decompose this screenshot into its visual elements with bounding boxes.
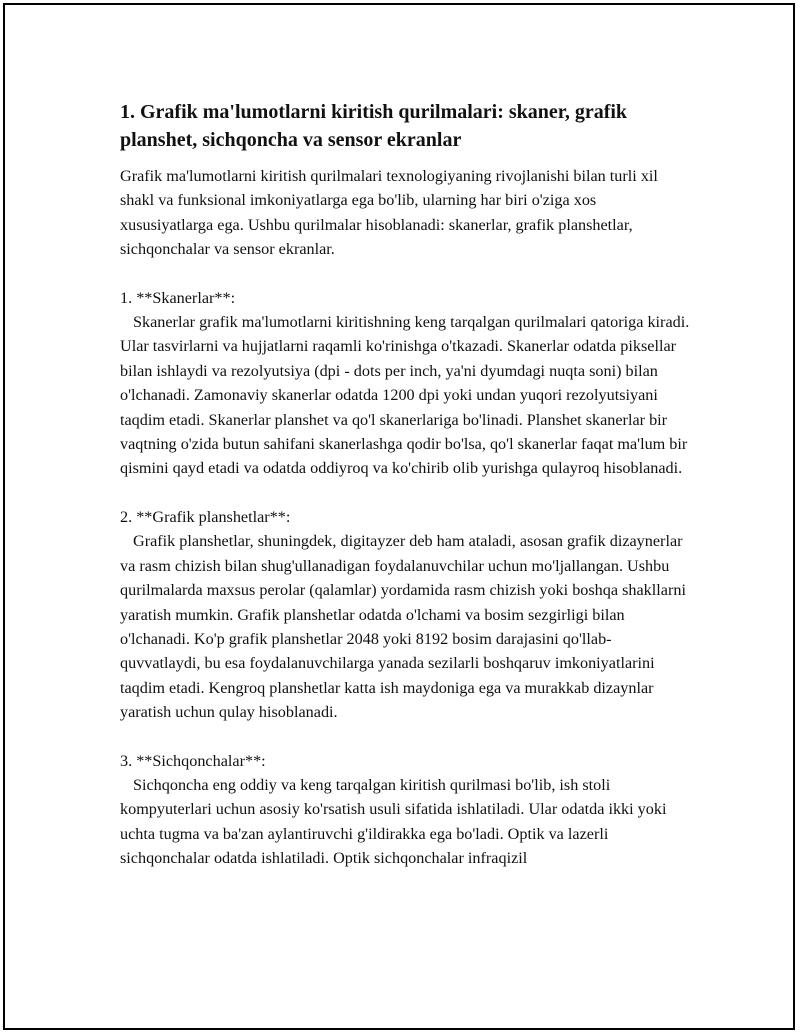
document-title: 1. Grafik ma'lumotlarni kiritish qurilmalari: skaner, grafik planshet, sichqoncha va sensor ekranlar — [120, 101, 628, 151]
section-body-wrapper — [120, 773, 690, 871]
page-frame — [3, 3, 795, 1030]
section-body: Skanerlar grafik ma'lumotlarni kiritishning keng tarqalgan qurilmalari qatoriga kiradi. Ular tasvirlarni va hujjatlarni raqamli ko'rinishga o'tkazadi. Skanerlar odatda piksellar bilan ishlaydi va rezolyutsiya (dpi - dots per inch, ya'ni dyumdagi nuqta soni) bilan o'lchanadi. Zamonaviy skanerlar odatda 1200 dpi yoki undan yuqori rezolyutsiyani taqdim etadi. Skanerlar planshet va qo'l skanerlariga bo'linadi. Planshet skanerlar bir vaqtning o'zida butun sahifani skanerlashga qodir bo'lsa, qo'l skanerlar faqat ma'lum bir qismini qayd etadi va odatda oddiyroq va ko'chirib olib yurishga qulayroq hisoblanadi. — [120, 313, 690, 478]
section-body: Sichqoncha eng oddiy va keng tarqalgan kiritish qurilmasi bo'lib, ish stoli kompyuterlari uchun asosiy ko'rsatish usuli sifatida ishlatiladi. Ular odatda ikki yoki uchta tugma va ba'zan aylantiruvchi g'ildirakka ega bo'ladi. Optik va lazerli sichqonchalar odatda ishlatiladi. Optik sichqonchalar infraqizil — [120, 775, 667, 868]
section-body-wrapper — [120, 310, 690, 481]
section-graphic-tablets — [120, 505, 690, 725]
section-heading: 2. **Grafik planshetlar**: — [120, 507, 291, 526]
section-mice — [120, 749, 690, 871]
intro-paragraph: Grafik ma'lumotlarni kiritish qurilmalari texnologiyaning rivojlanishi bilan turli xil shakl va funksional imkoniyatlarga ega bo'lib, ularning har biri o'ziga xos xususiyatlarga ega. Ushbu qurilmalar hisoblanadi: skanerlar, grafik planshetlar, sichqonchalar va sensor ekranlar. — [120, 167, 658, 259]
section-heading: 3. **Sichqonchalar**: — [120, 751, 266, 770]
section-body-wrapper — [120, 529, 690, 724]
section-body: Grafik planshetlar, shuningdek, digitayzer deb ham ataladi, asosan grafik dizaynerlar va rasm chizish bilan shug'ullanadigan foydalanuvchilar uchun mo'ljallangan. Ushbu qurilmalarda maxsus perolar (qalamlar) yordamida rasm chizish yoki boshqa shakllarni yaratish mumkin. Grafik planshetlar odatda o'lchami va bosim sezgirligi bilan o'lchanadi. Ko'p grafik planshetlar 2048 yoki 8192 bosim darajasini qo'llab-quvvatlaydi, bu esa foydalanuvchilarga yanada sezilarli boshqaruv imkoniyatlarini taqdim etadi. Kengroq planshetlar katta ish maydoniga ega va murakkab dizaynlar yaratish uchun qulay hisoblanadi. — [120, 532, 686, 722]
document-content — [120, 98, 690, 871]
section-heading: 1. **Skanerlar**: — [120, 288, 236, 307]
section-scanners — [120, 286, 690, 481]
